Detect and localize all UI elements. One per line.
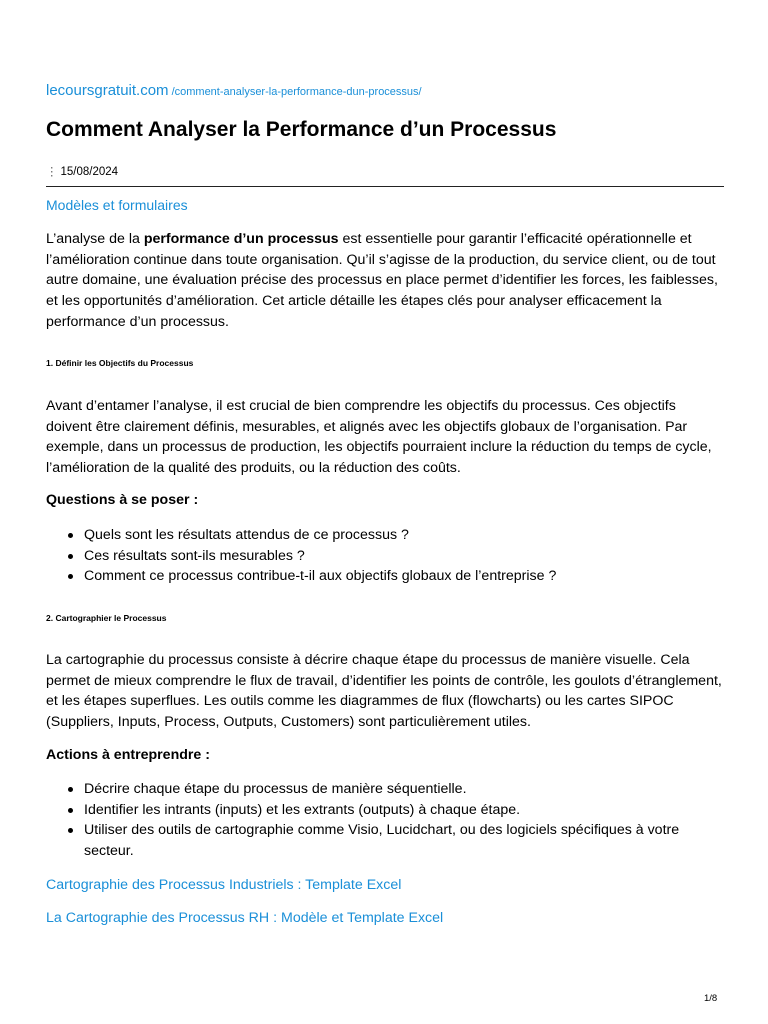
intro-text-end: est essentielle pour garantir l’efficacité opérationnelle et l’amélioration continue dans toute organisation. Qu’il s’agisse de la production, du service client, ou de tout autre domaine, une évaluation précise des processus en place permet d’identifier les forces, les faiblesses, et les opportunités d’amélioration. Cet article détaille les étapes clés pour analyser efficacement la performance d’un processus. — [46, 231, 718, 330]
section1-paragraph: Avant d’entamer l’analyse, il est crucial de bien comprendre les objectifs du processus. Ces objectifs doivent être clairement définis, mesurables, et alignés avec les objectifs globaux de l’organisation. Par exemple, dans un processus de production, les objectifs pourraient inclure la réduction du temps de cycle, l’amélioration de la qualité des produits, ou la réduction des coûts. — [46, 398, 712, 477]
list-item — [46, 800, 724, 821]
bullet-icon — [68, 554, 73, 559]
page-title: Comment Analyser la Performance d’un Processus — [46, 118, 557, 141]
section1-list — [46, 525, 724, 587]
post-meta — [46, 164, 118, 178]
list-item — [46, 546, 724, 567]
page-number: 1/8 — [704, 993, 718, 1004]
list-item-text: Ces résultats sont-ils mesurables ? — [84, 547, 305, 564]
bullet-icon — [68, 787, 73, 792]
section1-heading: 1. Définir les Objectifs du Processus — [46, 358, 194, 368]
intro-paragraph — [46, 229, 724, 333]
bullet-icon — [68, 808, 73, 813]
section2-heading: 2. Cartographier le Processus — [46, 613, 167, 623]
list-item-text: Décrire chaque étape du processus de manière séquentielle. — [84, 781, 467, 797]
related-link-industrial[interactable]: Cartographie des Processus Industriels : Template Excel — [46, 877, 402, 893]
source-url — [46, 82, 422, 100]
source-path-link[interactable]: /comment-analyser-la-performance-dun-processus/ — [171, 86, 422, 98]
category-link[interactable]: Modèles et formulaires — [46, 197, 188, 213]
title-divider — [46, 186, 724, 187]
post-date: 15/08/2024 — [60, 166, 119, 178]
bullet-icon — [68, 533, 73, 538]
bullet-icon — [68, 828, 73, 833]
list-item — [46, 820, 724, 861]
list-item-text: Identifier les intrants (inputs) et les extrants (outputs) à chaque étape. — [84, 801, 521, 818]
section1-list-label: Questions à se poser : — [46, 492, 199, 508]
section2-list — [46, 779, 724, 862]
bullet-icon — [68, 574, 73, 579]
list-item — [46, 525, 724, 546]
more-icon: ⋮ — [46, 166, 58, 178]
intro-bold-text: performance d’un processus — [143, 231, 339, 247]
list-item — [46, 566, 724, 587]
list-item-text: Utiliser des outils de cartographie comme Visio, Lucidchart, ou des logiciels spécifiques à votre secteur. — [84, 822, 680, 860]
list-item-text: Quels sont les résultats attendus de ce processus ? — [84, 527, 409, 543]
list-item-text: Comment ce processus contribue-t-il aux objectifs globaux de l’entreprise ? — [84, 568, 557, 585]
intro-text-start: L’analyse de la — [46, 231, 144, 247]
section2-paragraph: La cartographie du processus consiste à décrire chaque étape du processus de manière visuelle. Cela permet de mieux comprendre le flux de travail, d’identifier les points de contrôle, les goulots d’étranglement, et les étapes superflues. Les outils comme les diagrammes de flux (flowcharts) ou les cartes SIPOC (Suppliers, Inputs, Process, Outputs, Customers) sont particulièrement utiles. — [46, 652, 722, 731]
section2-list-label: Actions à entreprendre : — [46, 747, 210, 763]
related-link-hr[interactable]: La Cartographie des Processus RH : Modèle et Template Excel — [46, 910, 444, 926]
source-domain-link[interactable]: lecoursgratuit.com — [46, 82, 169, 99]
list-item — [46, 779, 724, 800]
